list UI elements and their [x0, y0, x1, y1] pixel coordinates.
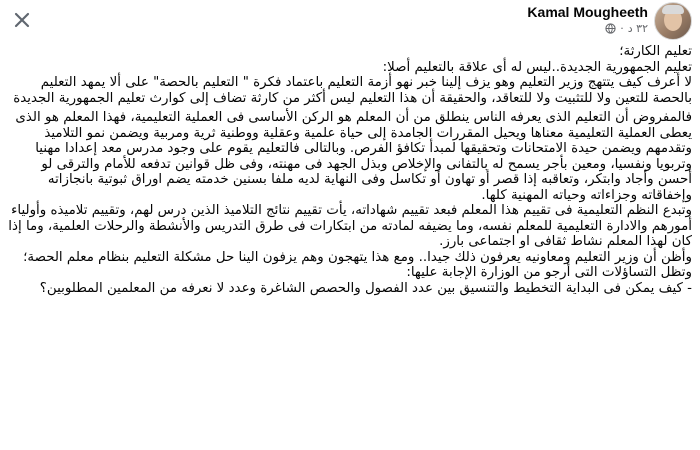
post-paragraph: تعليم الجمهورية الجديدة..ليس له أى علاقة بالتعليم أصلا:	[382, 59, 692, 75]
close-icon[interactable]	[12, 10, 32, 30]
post-meta	[605, 22, 648, 35]
post-timestamp[interactable]: ٣٢ د	[627, 22, 648, 35]
post-paragraph: - كيف يمكن فى البداية التخطيط والتنسيق بين عدد الفصول والحصص الشاغرة وعدد لا نعرفه من المعلمين المطلوبين؟	[39, 280, 692, 296]
author-name[interactable]: Kamal Mougheeth	[527, 4, 648, 20]
post-paragraph: تعليم الكارثة؛	[619, 44, 692, 59]
post-paragraph: لا أعرف كيف يتتهج وزير التعليم وهو يزف إلينا خبر نهو أزمة التعليم باعتماد فكرة " التعليم بالحصة" على ألا يمهد التعليم بالحصة للتعين ولا للتثبيت ولا للتعاقد، والحقيقة أن هذا التعليم ليس أكثر من كارثة تضاف إلى كوارث تعليم الجمهورية الجديدة	[13, 75, 692, 106]
post-paragraph: وأظن أن وزير التعليم ومعاونيه يعرفون ذلك جيدا.. ومع هذا يتهجون وهم يزفون الينا حل مشكلة التعليم بنظام معلم الحصة؛	[23, 249, 692, 265]
author-avatar[interactable]	[654, 2, 692, 40]
post-paragraph: وتبدع النظم التعليمية فى تقييم هذا المعلم فبعد تقييم شهاداته، يأت تقييم نتائج التلاميذ الذين درس لهم، وتقييم تلاميذه وأولياء أمورهم والادارة التعليمية للمعلم نفسه، وما يضيفه لمادته من ابتكارات فى طرق التدريس والأنشطة والرحلات العلمية، وما إذا كان لهذا المعلم نشاط ثقافى او اجتماعى بارز.	[8, 203, 692, 249]
post-header	[0, 0, 700, 42]
post-paragraph: فالمفروض أن التعليم الذى يعرفه الناس ينطلق من أن المعلم هو الركن الأساسى فى العملية التعليمية، فهذا المعلم هو الذى يعطى العملية التعليمية معناها ويحيل المقررات الجامدة إلى حياة علمية وعقلية ووطنية ثرية ومربية ويضمن نمو التلاميذ وتقدمهم ويضمن حيدة الامتحانات وتحقيقها لمبدأ تكافؤ الفرص. وبالتالى فالتعليم يقوم على وجود مدرس معد إعدادا مهنيا وتربويا ونفسيا، ومعين بأجر يسمح له بالتفانى والإخلاص وبذل الجهد فى مهنته، وفى ظل قوانين تدفعه للأمام والترقى لو أحسن وأجاد وابتكر، وتعاقبه إذا قصر أو تهاون أو تكاسل وفى النهاية لديه ملفا بسنين خدمته يضم اوراق ثبوتية بانجازاته وإخفاقاته وجزاءاته وحياته المهنية كلها.	[15, 110, 692, 203]
post-body	[4, 44, 692, 296]
post-paragraph: وتظل التساؤلات التى أرجو من الوزارة الإجابة عليها:	[406, 265, 692, 280]
globe-icon	[605, 23, 616, 34]
meta-separator: ·	[620, 22, 624, 35]
